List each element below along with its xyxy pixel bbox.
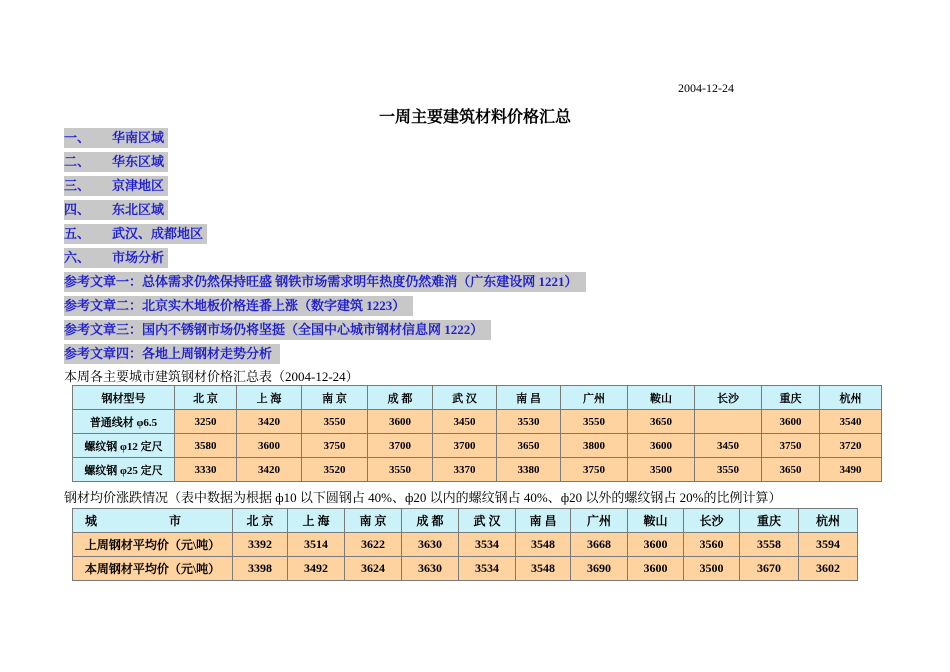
table-cell: 3594: [799, 533, 858, 557]
row-label: 上周钢材平均价（元\吨）: [73, 533, 233, 557]
toc-number: 三、: [64, 178, 91, 193]
ref-article-link-3[interactable]: [64, 320, 586, 344]
table-cell: 3540: [820, 410, 882, 434]
toc-link-east-china[interactable]: [64, 152, 586, 176]
table-cell: 3624: [345, 557, 402, 581]
column-header: 鞍山: [628, 509, 684, 533]
table-cell: 3720: [820, 434, 882, 458]
table-cell: 3530: [497, 410, 561, 434]
ref-article-label: 参考文章四：各地上周钢材走势分析: [64, 344, 280, 364]
ref-article-label: 参考文章一：总体需求仍然保持旺盛 钢铁市场需求明年热度仍然难消（广东建设网 1221）: [64, 272, 586, 292]
report-date: 2004-12-24: [678, 81, 734, 95]
table-cell: 3600: [368, 410, 433, 434]
toc-number: 一、: [64, 130, 91, 145]
toc-label: 华南区域: [112, 130, 165, 145]
table-cell: 3534: [459, 533, 516, 557]
toc-label: 京津地区: [112, 178, 165, 193]
table-row: [73, 533, 858, 557]
ref-article-label: 参考文章二：北京实木地板价格连番上涨（数字建筑 1223）: [64, 296, 413, 316]
table-cell: 3690: [571, 557, 628, 581]
table-cell: 3630: [402, 533, 459, 557]
table-row: [73, 458, 882, 482]
toc-link-market-analysis[interactable]: [64, 248, 586, 272]
table-cell: 3534: [459, 557, 516, 581]
table-cell: 3600: [628, 557, 684, 581]
table-cell: 3558: [740, 533, 799, 557]
table-cell: 3548: [516, 533, 571, 557]
row-label: 本周钢材平均价（元\吨）: [73, 557, 233, 581]
toc-link-beijing-tianjin[interactable]: [64, 176, 586, 200]
average-price-table: [72, 508, 858, 581]
toc-label: 华东区域: [112, 154, 165, 169]
column-header: 武 汉: [459, 509, 516, 533]
row-label: 螺纹钢 φ12 定尺: [73, 434, 175, 458]
toc-link-wuhan-chengdu[interactable]: [64, 224, 586, 248]
steel-price-table-caption: 本周各主要城市建筑钢材价格汇总表（2004-12-24）: [64, 369, 359, 384]
table-of-contents: [64, 128, 586, 368]
table-cell: 3450: [695, 434, 762, 458]
table-cell: 3750: [762, 434, 820, 458]
table-cell: 3700: [368, 434, 433, 458]
table-cell: 3800: [561, 434, 628, 458]
column-header: 北 京: [175, 386, 237, 410]
table-cell: 3560: [684, 533, 740, 557]
table-cell: 3548: [516, 557, 571, 581]
table-cell: 3602: [799, 557, 858, 581]
table-cell: 3670: [740, 557, 799, 581]
ref-article-label: 参考文章三：国内不锈钢市场仍将坚挺（全国中心城市钢材信息网 1222）: [64, 320, 491, 340]
table-cell: 3392: [233, 533, 288, 557]
ref-article-link-4[interactable]: [64, 344, 586, 368]
table-row: [73, 434, 882, 458]
table-cell: 3600: [628, 533, 684, 557]
table-cell: 3380: [497, 458, 561, 482]
page-title: 一周主要建筑材料价格汇总: [378, 109, 571, 126]
table-cell: 3600: [237, 434, 302, 458]
column-header: 重庆: [740, 509, 799, 533]
toc-link-south-china[interactable]: [64, 128, 586, 152]
table-cell: 3650: [762, 458, 820, 482]
table-cell: 3700: [433, 434, 497, 458]
table-cell: 3550: [695, 458, 762, 482]
table-cell: 3650: [628, 410, 695, 434]
toc-label: 东北区域: [112, 202, 165, 217]
table-cell: 3668: [571, 533, 628, 557]
column-header: 广州: [571, 509, 628, 533]
table-cell: 3330: [175, 458, 237, 482]
column-header: 鞍山: [628, 386, 695, 410]
column-header: 长沙: [695, 386, 762, 410]
table-cell: 3450: [433, 410, 497, 434]
table-cell: 3514: [288, 533, 345, 557]
toc-number: 二、: [64, 154, 91, 169]
column-header: 南 昌: [516, 509, 571, 533]
table-cell: 3630: [402, 557, 459, 581]
ref-article-link-2[interactable]: [64, 296, 586, 320]
table-cell: 3250: [175, 410, 237, 434]
column-header: 杭州: [820, 386, 882, 410]
row-label: 螺纹钢 φ25 定尺: [73, 458, 175, 482]
table-cell: 3650: [497, 434, 561, 458]
column-header: 钢材型号: [73, 386, 175, 410]
table-cell: 3500: [628, 458, 695, 482]
table-cell: [695, 410, 762, 434]
steel-price-table: [72, 385, 882, 482]
table-cell: 3600: [628, 434, 695, 458]
toc-label: 市场分析: [112, 250, 165, 265]
column-header: 南 京: [302, 386, 368, 410]
column-header: 成 都: [368, 386, 433, 410]
table-cell: 3550: [561, 410, 628, 434]
table-cell: 3520: [302, 458, 368, 482]
table-row: [73, 410, 882, 434]
column-header: 北 京: [233, 509, 288, 533]
table-header-row: [73, 509, 858, 533]
table-cell: 3600: [762, 410, 820, 434]
column-header: 杭州: [799, 509, 858, 533]
column-header: 广州: [561, 386, 628, 410]
row-label: 普通线材 φ6.5: [73, 410, 175, 434]
table-cell: 3622: [345, 533, 402, 557]
table-cell: 3550: [368, 458, 433, 482]
column-header: 长沙: [684, 509, 740, 533]
toc-number: 六、: [64, 250, 91, 265]
table-cell: 3492: [288, 557, 345, 581]
toc-link-northeast[interactable]: [64, 200, 586, 224]
column-header: 城 市: [73, 509, 233, 533]
table-cell: 3398: [233, 557, 288, 581]
table-cell: 3370: [433, 458, 497, 482]
table-cell: 3580: [175, 434, 237, 458]
table-cell: 3750: [302, 434, 368, 458]
table-row: [73, 557, 858, 581]
table-cell: 3550: [302, 410, 368, 434]
table-cell: 3420: [237, 410, 302, 434]
ref-article-link-1[interactable]: [64, 272, 586, 296]
column-header: 武 汉: [433, 386, 497, 410]
column-header: 上 海: [237, 386, 302, 410]
toc-number: 五、: [64, 226, 91, 241]
column-header: 上 海: [288, 509, 345, 533]
column-header: 成 都: [402, 509, 459, 533]
column-header: 重庆: [762, 386, 820, 410]
toc-number: 四、: [64, 202, 91, 217]
table-cell: 3420: [237, 458, 302, 482]
table-cell: 3490: [820, 458, 882, 482]
table-cell: 3500: [684, 557, 740, 581]
toc-label: 武汉、成都地区: [112, 226, 204, 241]
column-header: 南 昌: [497, 386, 561, 410]
table-header-row: [73, 386, 882, 410]
column-header: 南 京: [345, 509, 402, 533]
table-cell: 3750: [561, 458, 628, 482]
average-price-table-caption: 钢材均价涨跌情况（表中数据为根据 ф10 以下圆钢占 40%、ф20 以内的螺纹钢占 40%、ф20 以外的螺纹钢占 20%的比例计算）: [64, 490, 782, 505]
